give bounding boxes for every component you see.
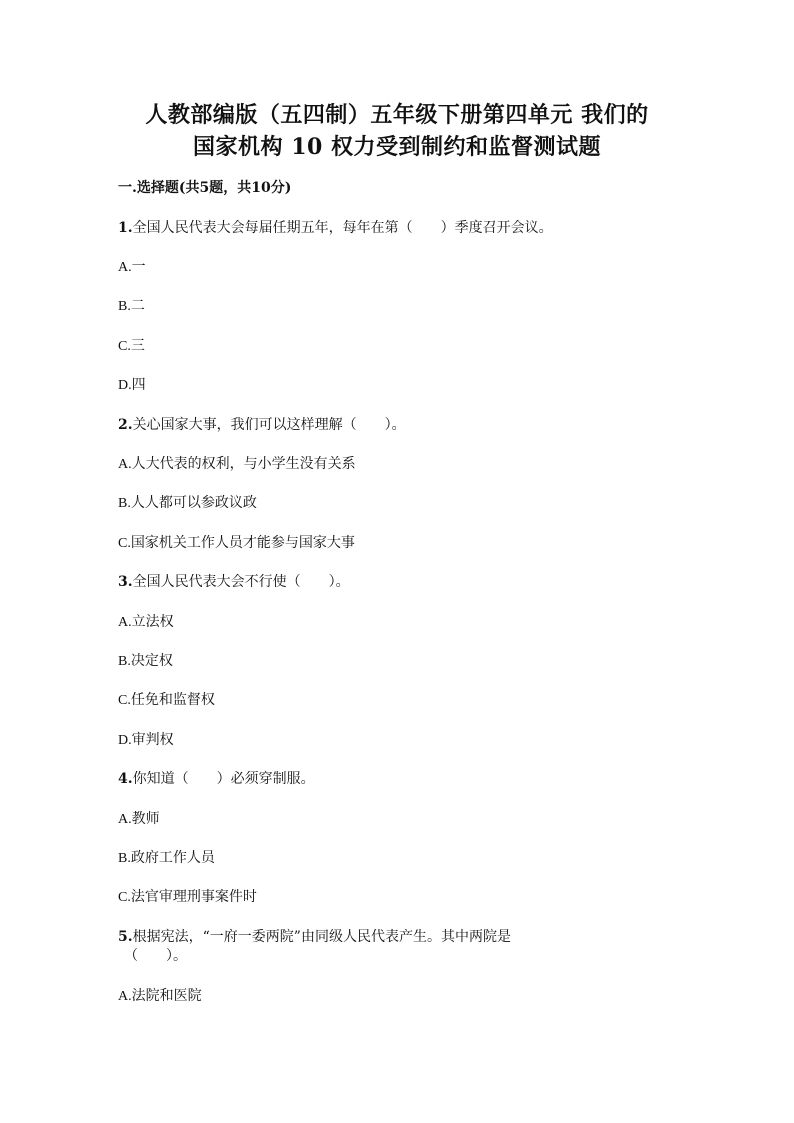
option-text: 四 [131,377,146,393]
option-text: 国家机关工作人员才能参与国家大事 [130,535,355,551]
document-title-line-2: 国家机构 10 权力受到制约和监督测试题 [193,134,601,160]
option-text: 政府工作人员 [130,850,215,866]
option-text: 审判权 [131,732,174,748]
option-3b [118,651,173,672]
option-text: 决定权 [130,653,173,669]
option-letter: B. [118,654,131,669]
option-1b [118,296,145,317]
question-5-continuation: （ ）。 [124,948,187,964]
option-4b [118,848,215,869]
option-letter: B. [118,299,131,314]
question-number: 3. [118,574,133,590]
option-text: 教师 [131,811,160,827]
option-text: 法院和医院 [131,988,202,1004]
option-4c [118,887,257,908]
option-text: 一 [131,259,146,275]
option-letter: C. [118,693,131,708]
option-letter: A. [118,260,132,275]
option-1d [118,375,146,396]
option-letter: A. [118,989,132,1004]
option-text: 立法权 [131,614,174,630]
option-3c [118,690,215,711]
question-number: 1. [118,220,133,236]
question-text: 全国人民代表大会不行使（ ）。 [132,574,350,590]
option-letter: C. [118,339,131,354]
option-2c [118,533,355,554]
option-letter: D. [118,378,132,393]
question-number: 2. [118,417,133,433]
question-1 [118,218,553,238]
question-text: 关心国家大事，我们可以这样理解（ ）。 [132,417,406,433]
question-text: 根据宪法，“一府一委两院”由同级人民代表产生。其中两院是 [132,929,511,945]
option-1a [118,257,146,278]
option-letter: B. [118,496,131,511]
question-5 [118,927,511,947]
option-text: 人人都可以参政议政 [130,495,257,511]
question-number: 5. [118,929,133,945]
option-text: 三 [130,338,145,354]
option-5a [118,986,202,1007]
option-4a [118,809,160,830]
option-text: 二 [130,298,145,314]
question-4 [118,769,315,789]
option-letter: A. [118,615,132,630]
question-text: 全国人民代表大会每届任期五年，每年在第（ ）季度召开会议。 [132,220,553,236]
option-text: 任免和监督权 [130,692,215,708]
section-heading: 一.选择题(共5题，共10分) [118,180,292,196]
question-3 [118,572,350,592]
option-letter: A. [118,812,132,827]
option-2a [118,454,356,475]
option-letter: C. [118,890,131,905]
option-1c [118,336,145,357]
question-number: 4. [118,771,133,787]
option-letter: A. [118,457,132,472]
option-text: 人大代表的权利，与小学生没有关系 [131,456,356,472]
option-letter: D. [118,733,132,748]
document-title-line-1: 人教部编版（五四制）五年级下册第四单元 我们的 [145,102,649,128]
option-letter: B. [118,851,131,866]
option-3a [118,612,174,633]
option-3d [118,730,174,751]
question-2 [118,415,406,435]
option-2b [118,493,257,514]
option-text: 法官审理刑事案件时 [130,889,257,905]
option-letter: C. [118,536,131,551]
question-text: 你知道（ ）必须穿制服。 [132,771,315,787]
